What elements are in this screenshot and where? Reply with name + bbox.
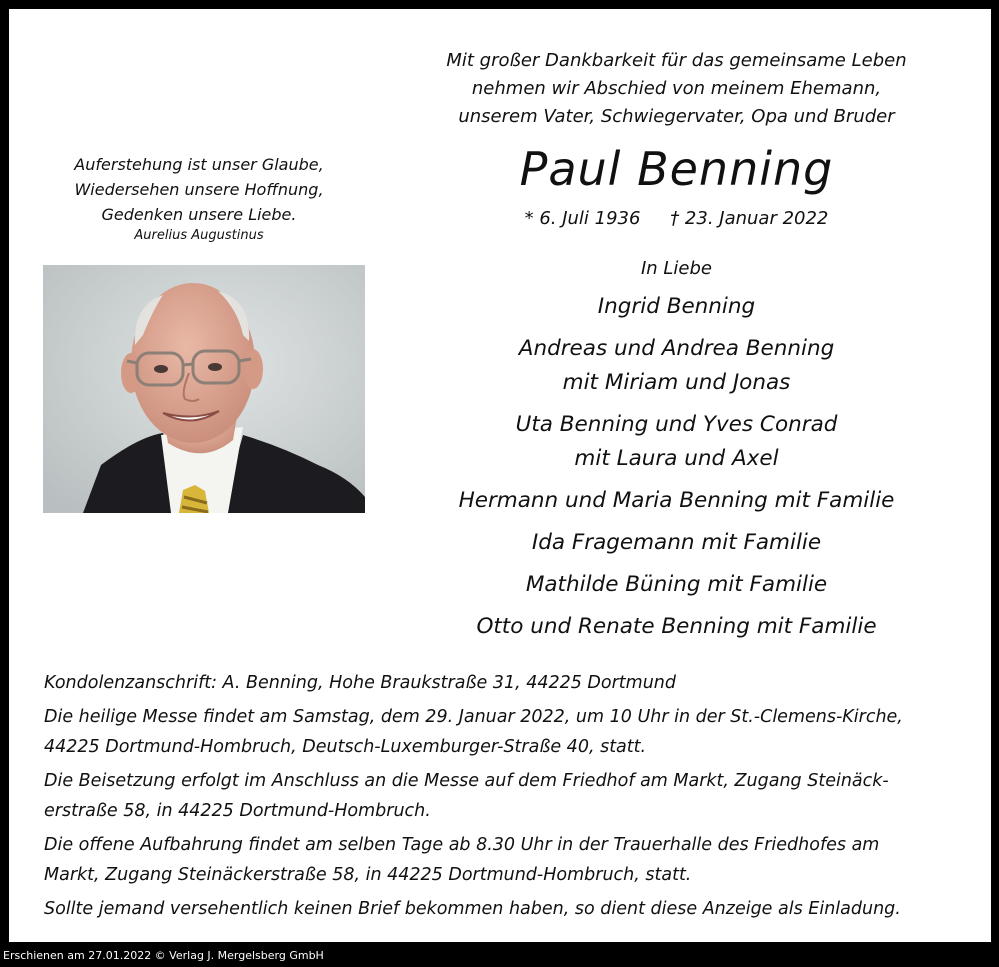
quote-line: Wiedersehen unsere Hoffnung,	[74, 180, 324, 199]
quote-line: Auferstehung ist unser Glaube,	[74, 155, 324, 174]
info-line: Die Beisetzung erfolgt im Anschluss an die Messe auf dem Friedhof am Markt, Zugang Steinäck-	[44, 771, 889, 791]
mourner-line: Otto und Renate Benning mit Familie	[476, 614, 877, 639]
mourner-line: mit Miriam und Jonas	[562, 370, 791, 395]
mourner-group	[404, 526, 949, 560]
intro-text	[404, 47, 949, 131]
info-line: Kondolenzanschrift: A. Benning, Hohe Braukstraße 31, 44225 Dortmund	[44, 673, 677, 693]
mourner-line: Uta Benning und Yves Conrad	[515, 412, 838, 437]
burial-info	[44, 766, 979, 826]
invitation-note	[44, 894, 979, 924]
mourner-line: Ida Fragemann mit Familie	[531, 530, 822, 555]
info-line: 44225 Dortmund-Hombruch, Deutsch-Luxemburger-Straße 40, statt.	[44, 737, 647, 757]
info-line: Die heilige Messe findet am Samstag, dem 29. Januar 2022, um 10 Uhr in der St.-Clemens-Kirche,	[44, 707, 903, 727]
viewing-info	[44, 830, 979, 890]
death-date: † 23. Januar 2022	[670, 208, 829, 229]
info-line: Markt, Zugang Steinäckerstraße 58, in 44225 Dortmund-Hombruch, statt.	[44, 865, 692, 885]
memorial-quote	[44, 152, 354, 245]
quote-author: Aurelius Augustinus	[134, 228, 264, 243]
mourner-line: Mathilde Büning mit Familie	[525, 572, 828, 597]
mourner-group	[404, 610, 949, 644]
in-love-heading: In Liebe	[640, 258, 713, 279]
mourner-group	[404, 568, 949, 602]
quote-line: Gedenken unsere Liebe.	[101, 205, 297, 224]
info-line: Die offene Aufbahrung findet am selben Tage ab 8.30 Uhr in der Trauerhalle des Friedhofes am	[44, 835, 880, 855]
mourner-group	[404, 332, 949, 400]
deceased-name: Paul Benning	[519, 142, 834, 196]
obituary-card	[9, 9, 991, 942]
mourner-group	[404, 484, 949, 518]
publication-footer: Erschienen am 27.01.2022 © Verlag J. Mergelsberg GmbH	[3, 949, 324, 962]
mourner-line: mit Laura und Axel	[574, 446, 779, 471]
life-dates	[404, 206, 949, 232]
intro-line: Mit großer Dankbarkeit für das gemeinsame Leben	[446, 50, 907, 71]
intro-line: unserem Vater, Schwiegervater, Opa und Bruder	[458, 106, 895, 127]
mourner-line: Hermann und Maria Benning mit Familie	[458, 488, 895, 513]
mourner-line: Ingrid Benning	[597, 294, 756, 319]
info-line: Sollte jemand versehentlich keinen Brief bekommen haben, so dient diese Anzeige als Einladung.	[44, 899, 901, 919]
mass-info	[44, 702, 979, 762]
info-line: erstraße 58, in 44225 Dortmund-Hombruch.	[44, 801, 431, 821]
condolence-address	[44, 668, 979, 698]
mourner-group	[404, 408, 949, 476]
portrait-photo	[43, 265, 365, 513]
birth-date: * 6. Juli 1936	[524, 208, 641, 229]
intro-line: nehmen wir Abschied von meinem Ehemann,	[471, 78, 882, 99]
mourner-group	[404, 290, 949, 324]
arrangements-info	[44, 668, 979, 928]
portrait-illustration	[43, 265, 365, 513]
mourners-list	[404, 290, 949, 652]
mourner-line: Andreas und Andrea Benning	[518, 336, 835, 361]
